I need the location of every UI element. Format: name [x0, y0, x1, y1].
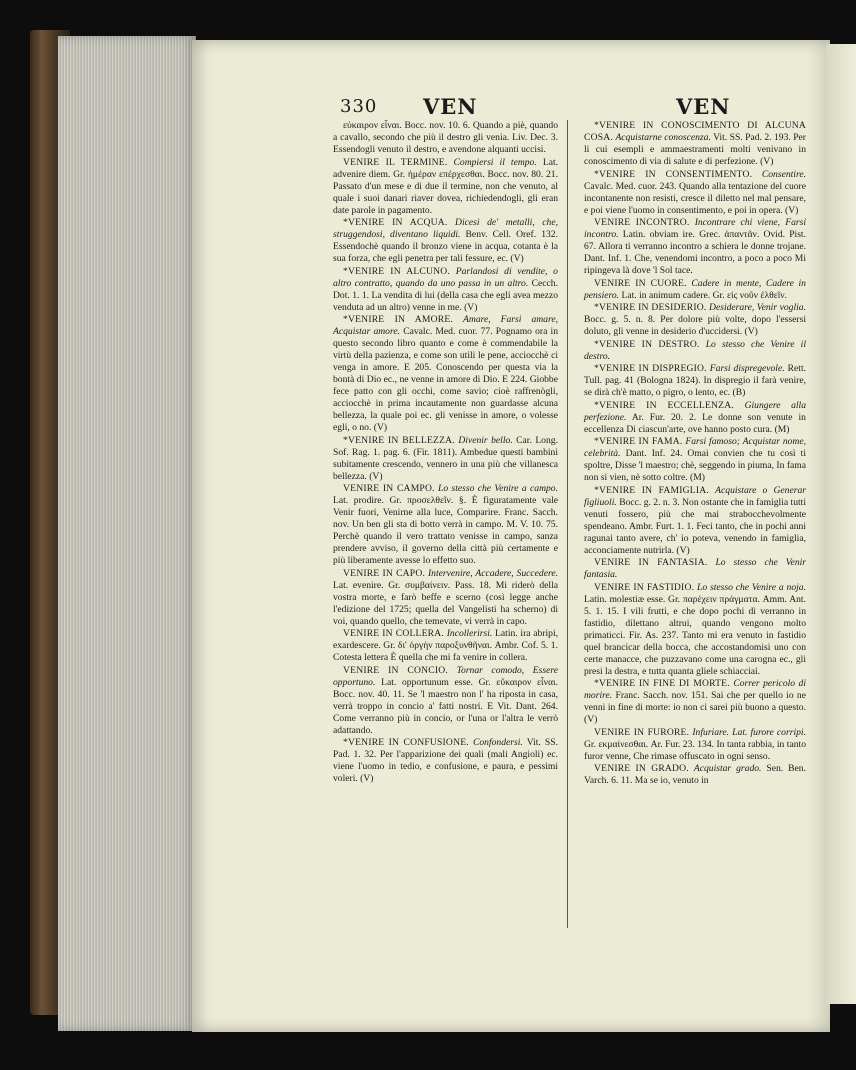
entry-text: Lat. advenire diem. Gr. ἡμέραν επέρχεσθαι. Bocc. nov. 80. 21. Passato d'un mese e di due il termine, non che venuto, al quale i suoi danari riaver dovea, richiedendogli, gli eran date parole in pagamento.	[333, 156, 559, 216]
dictionary-entry	[333, 568, 558, 628]
entry-definition: Farsi famoso; Acquistar nome, celebrità.	[584, 436, 807, 459]
entry-definition: Acquistar grado.	[693, 763, 762, 774]
entry-headword: VENIRE INCONTRO.	[594, 217, 690, 228]
dictionary-entry	[584, 302, 806, 338]
entry-definition: Lo stesso che Venire a noja.	[697, 581, 806, 593]
entry-text: Latin. obviam ire. Grec. ἀπαντᾶν. Ovid. Pist. 67. Allora ti verranno incontro a schiera le donne trojane. Dant. Inf. 1. Che, venendomi incontro, a poco a poco Mi ripingeva là dove 'l Sol tace.	[584, 229, 807, 276]
entry-text: Rett. Tull. pag. 41 (Bologna 1824). In dispregio il farà venire, se dirà ch'è matto, o pigro, o lento, ec. (B)	[584, 363, 807, 398]
entry-text: Bocc. g. 2. n. 3. Non ostante che in famiglia tutti venuti fossero, più che mai strabocchevolmente spendeano. Ambr. Furt. 1. 1. Feci tanto, che in pochi anni ragunai tanto avere, ch' io poteva, venendo in famiglia, acconciamente nutrirla. (V)	[584, 496, 806, 556]
running-head-right: VEN	[676, 94, 731, 119]
entry-headword: *VENIRE IN CONOSCIMENTO DI ALCUNA COSA.	[584, 120, 806, 143]
entry-definition: Lo stesso che Venir fantasia.	[584, 557, 807, 580]
entry-headword: VENIRE IN FASTIDIO.	[594, 581, 695, 593]
right-column	[584, 120, 806, 788]
entry-text: εὐκαιρον εἶναι. Bocc. nov. 10. 6. Quando a piè, quando a cavallo, secondo che più il destro gli venia. Liv. Dec. 3. Essendogli venuto il destro, e avendone alquanti uccisi.	[333, 120, 558, 155]
dictionary-entry	[584, 678, 806, 726]
entry-text: Lat. evenire. Gr. συμβαίνειν. Pass. 18. Mi riderò della vostra morte, e farò beffe e scerno (così legge anche l'edizione del 1725; quella del Vangelisti ha scherno) di voi, quando quello, che temevate, vi verrà in capo.	[333, 579, 558, 627]
entry-definition: Acquistare o Generar figliuoli.	[584, 484, 806, 508]
entry-text: Ar. Fur. 20. 2. Le donne son venute in eccellenza Di ciascun'arte, ove hanno posto cura. (M)	[584, 411, 806, 435]
dictionary-entry	[584, 120, 806, 168]
page-number: 330	[340, 96, 378, 117]
entry-text: Franc. Sacch. nov. 151. Sai che per quello io ne venni in fine di morte: io non ci sarei più buono a questo. (V)	[584, 690, 806, 725]
dictionary-entry	[333, 314, 558, 434]
dictionary-entry	[584, 363, 806, 399]
entry-headword: *VENIRE IN AMORE.	[343, 314, 454, 325]
dictionary-entry	[333, 266, 558, 314]
dictionary-entry	[333, 217, 558, 265]
entry-headword: *VENIRE IN CONSENTIMENTO.	[594, 168, 753, 180]
entry-text: Gr. εκμαίνεσθαι. Ar. Fur. 23. 134. In tanta rabbia, in tanto furor venne, Che rimase offuscato in ogni senso.	[584, 738, 806, 762]
dictionary-entry	[584, 169, 806, 217]
entry-headword: VENIRE IL TERMINE.	[343, 156, 448, 168]
entry-text: Cavalc. Med. cuor. 243. Quando alla tentazione del cuore incontanente non resisti, cresce il diletto nel mal pensare, e poi viene l'uomo in consentimento, e poi in opera. (V)	[584, 180, 806, 216]
entry-headword: *VENIRE IN DESTRO.	[594, 338, 700, 350]
entry-text: Lat. opportunum esse. Gr. εὔκαιρον εἶναι. Bocc. nov. 40. 11. Se 'l maestro non l' ha riposta in casa, verrà troppo in concio a' fatti nostri. E Vit. Dant. 264. Come verranno più in concio, or l'una or l'altra le verrò adattando.	[333, 676, 558, 736]
entry-text: Bocc. g. 5. n. 8. Per dolore più volte, dopo l'essersi doluto, gli venne in desiderio d'uccidersi. (V)	[584, 314, 806, 337]
entry-definition: Intervenire, Accadere, Succedere.	[427, 567, 558, 579]
entry-text: Car. Long. Sof. Rag. 1. pag. 6. (Fir. 1811). Ambedue questi bambini subitamente crescendo, vennero in una più che villanesca bellezza. (V)	[333, 434, 558, 482]
entry-definition: Tornar comodo, Essere opportuno.	[333, 664, 558, 688]
entry-definition: Acquistarne conoscenza.	[615, 132, 711, 143]
entry-text: Lat. in animum cadere. Gr. εἰς νοῦν ἐλθεῖν.	[621, 289, 788, 301]
dictionary-entry	[584, 217, 806, 277]
entry-text: Latin. molestiæ esse. Gr. παρέχειν πράγματα. Amm. Ant. 5. 1. 15. I vili frutti, e che dopo pochi dì verranno in fastidio, dilettano altrui, quando vengono molto primaticci. Fir. As. 237. Tanto mi era venuto in fastidio quel brancicar della bocca, che accostandomisi uno con certe manacce, che puzzavano come una carogna ec., gli presi la destra, e tutta quanta gliele schiacciai.	[584, 593, 806, 677]
entry-definition: Cadere in mente, Cadere in pensiero.	[584, 277, 806, 301]
entry-headword: *VENIRE IN DISPREGIO.	[594, 363, 707, 374]
entry-headword: VENIRE IN CUORE.	[594, 277, 687, 289]
dictionary-entry	[333, 628, 558, 664]
entry-definition: Incollerirsi.	[446, 628, 493, 639]
entry-definition: Farsi dispregevole.	[709, 363, 785, 374]
entry-headword: *VENIRE IN ALCUNO.	[343, 265, 451, 277]
entry-definition: Giungere alla perfezione.	[584, 399, 806, 423]
dictionary-entry	[333, 157, 558, 217]
running-head-left: VEN	[423, 94, 478, 119]
dictionary-entry	[584, 278, 806, 302]
entry-headword: *VENIRE IN FINE DI MORTE.	[594, 678, 730, 689]
dictionary-entry	[333, 435, 558, 483]
entry-definition: Lo stesso che Venire a campo.	[438, 483, 558, 494]
left-column	[333, 120, 558, 786]
column-rule	[567, 120, 568, 928]
entry-headword: VENIRE IN CAMPO.	[343, 483, 435, 494]
entry-definition: Correr pericolo di morire.	[584, 678, 807, 701]
entry-definition: Divenir bello.	[458, 434, 513, 446]
entry-definition: Lo stesso che Venire il destro.	[584, 338, 806, 362]
entry-text: Latin. ira abripi, exardescere. Gr. δι' ὀργὴν παροξυνθῆναι. Ambr. Cof. 5. 1. Cotesta lettera È quella che mi fa venire in collera.	[333, 628, 559, 663]
dictionary-entry	[584, 339, 806, 363]
entry-headword: VENIRE IN FURORE.	[594, 726, 690, 738]
entry-text: Dant. Inf. 24. Omai convien che tu così ti spoltre, Disse 'l maestro; chè, seggendo in piuma, In fama non si vien, nè sotto coltre. (M)	[584, 448, 806, 483]
entry-headword: VENIRE IN GRADO.	[594, 763, 689, 774]
facing-page-edge	[826, 44, 856, 1004]
entry-headword: *VENIRE IN CONFUSIONE.	[343, 737, 469, 748]
entry-text: Vit. SS. Pad. 1. 32. Per l'apparizione dei quali (mali Angioli) ec. viene l'uomo in tedio, e confusione, e paura, e pessimi voleri. (V)	[333, 737, 558, 784]
entry-definition: Desiderare, Venir voglia.	[709, 302, 806, 313]
dictionary-entry	[584, 727, 806, 763]
entry-headword: VENIRE IN CAPO.	[343, 567, 426, 579]
dictionary-entry	[584, 763, 806, 787]
dictionary-entry	[584, 485, 806, 557]
entry-definition: Parlandosi di vendite, o altro contratto, quando da uno passa in un altro.	[333, 265, 558, 289]
entry-definition: Incontrare chi viene, Farsi incontro.	[584, 217, 807, 240]
entry-definition: Amare, Farsi amare, Acquistar amore.	[333, 314, 558, 337]
entry-headword: *VENIRE IN BELLEZZA.	[343, 434, 455, 446]
entry-text: Cecch. Dot. 1. 1. La vendita di lui (della casa che egli avea mezzo venduta ad un altro) venne in me. (V)	[333, 277, 558, 313]
entry-headword: *VENIRE IN FAMA.	[594, 436, 683, 447]
entry-text: Cavalc. Med. cuor. 77. Pognamo ora in questo secondo libro quanto e come è commendabile la virtù della pazienza, e come son utili le pene, acciocchè ci venga in amore. E 205. Conoscendo per questa via la bontà di Dio ec., ne venne in amore di Dio. E 224. Giobbe fece patto con gli occhi, come savio; cioè raffrenògli, acciocchè in prima incautamente non guardasse alcuna bellezza, la quale poi ec. gli venisse in amore, o volesse egli, o no. (V)	[333, 326, 558, 433]
entry-text: Sen. Ben. Varch. 6. 11. Ma se io, venuto in	[584, 763, 806, 786]
entry-headword: *VENIRE IN ACQUA.	[343, 217, 448, 228]
entry-headword: VENIRE IN COLLERA.	[343, 628, 444, 639]
entry-text: Vit. SS. Pad. 2. 193. Per li cui esempli e ammaestramenti molti venivano in conoscimento di via di salute e di perfezione. (V)	[584, 132, 806, 167]
dictionary-entry	[584, 400, 806, 436]
entry-text: Benv. Cell. Oref. 132. Essendochè quando il bronzo viene in acqua, cotanta è la sua forza, che egli penetra per tali fessure, ec. (V)	[333, 229, 558, 264]
dictionary-entry	[584, 582, 806, 678]
dictionary-entry	[333, 120, 558, 156]
entry-headword: VENIRE IN FANTASIA.	[594, 557, 708, 568]
dictionary-entry	[584, 436, 806, 484]
dictionary-entry	[584, 557, 806, 581]
dictionary-entry	[333, 665, 558, 737]
entry-definition: Dicesi de' metalli, che, struggendosi, diventano liquidi.	[333, 217, 558, 240]
dictionary-entry	[333, 737, 558, 785]
entry-headword: *VENIRE IN DESIDERIO.	[594, 302, 707, 313]
entry-headword: VENIRE IN CONCIO.	[343, 664, 448, 676]
entry-definition: Consentire.	[761, 168, 807, 180]
entry-headword: *VENIRE IN ECCELLENZA.	[594, 399, 734, 411]
page-edges	[58, 36, 196, 1031]
entry-definition: Confondersi.	[472, 737, 523, 748]
entry-text: Lat. prodire. Gr. προσελθεῖν. §. È figuratamente vale Venir fuori, Venirne alla luce, Comparire. Franc. Sacch. nov. Un ben gli sta di botto verrà in campo. M. V. 10. 75. Perchè quando il vero trattato venisse in campo, sanza prendere avviso, il governo della città più certamente e più liberamente avesse lo effetto suo.	[333, 495, 558, 566]
entry-definition: Infuriare. Lat. furore corripi.	[692, 726, 806, 738]
dictionary-entry	[333, 483, 558, 567]
entry-definition: Compiersi il tempo.	[453, 156, 537, 168]
entry-headword: *VENIRE IN FAMIGLIA.	[594, 484, 709, 496]
